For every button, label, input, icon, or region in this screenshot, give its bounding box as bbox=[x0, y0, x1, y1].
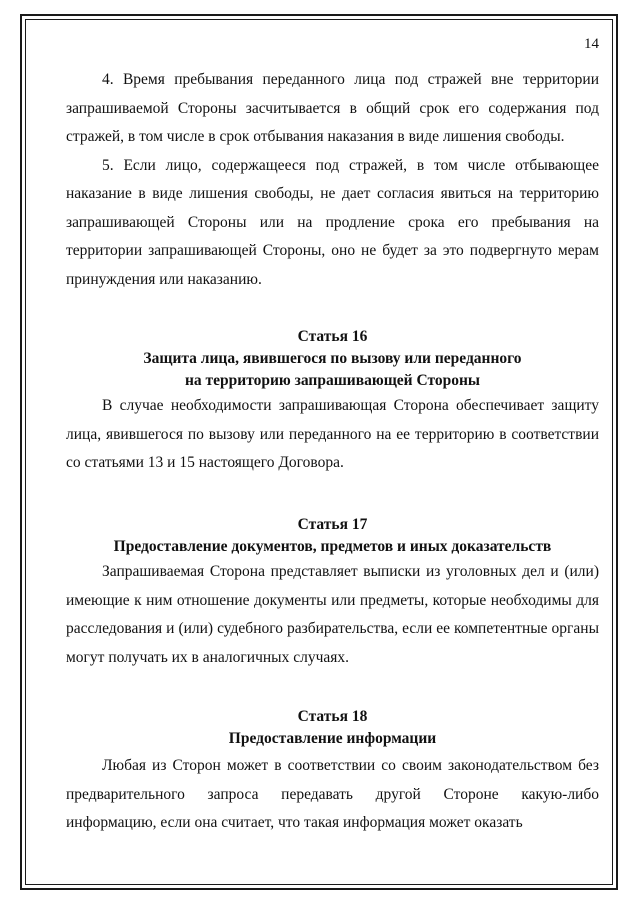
page-number: 14 bbox=[584, 36, 599, 52]
document-page bbox=[66, 30, 599, 880]
article-16-title-line2: на территорию запрашивающей Стороны bbox=[184, 372, 481, 389]
top-paragraphs bbox=[66, 66, 599, 294]
article-16-text: В случае необходимости запрашивающая Сторона обеспечивает защиту лица, явившегося по вызову или переданного на ее территорию в соответствии со статьями 13 и 15 настоящего Договора. bbox=[66, 397, 599, 471]
article-18-heading bbox=[66, 706, 599, 750]
article-17-title: Предоставление документов, предметов и иных доказательств bbox=[113, 538, 552, 555]
article-18-text: Любая из Сторон может в соответствии со своим законодательством без предварительного запроса передавать другой Стороне какую-либо информацию, если она считает, что такая информация может оказать bbox=[66, 757, 599, 831]
article-17-number: Статья 17 bbox=[297, 516, 368, 533]
paragraph-item-5: 5. Если лицо, содержащееся под стражей, в том числе отбывающее наказание в виде лишения свободы, не дает согласия явиться на территорию запрашивающей Стороны или на продление срока его пребывания на территории запрашивающей Стороны, оно не будет за это подвергнуто мерам принуждения или наказанию. bbox=[66, 156, 599, 288]
article-18-title: Предоставление информации bbox=[228, 730, 437, 747]
paragraph-item-4: 4. Время пребывания переданного лица под стражей вне территории запрашиваемой Стороны засчитывается в общий срок его содержания под стражей, в том числе в срок отбывания наказания в виде лишения свободы. bbox=[66, 71, 599, 145]
article-17-heading bbox=[66, 514, 599, 558]
article-18-number: Статья 18 bbox=[297, 708, 368, 725]
article-17-text: Запрашиваемая Сторона представляет выписки из уголовных дел и (или) имеющие к ним отношение документы или предметы, которые необходимы для расследования и (или) судебного разбирательства, если ее компетентные органы могут получать их в аналогичных случаях. bbox=[66, 563, 599, 666]
article-16-number: Статья 16 bbox=[297, 328, 368, 345]
article-16-heading bbox=[66, 326, 599, 392]
article-16-title-line1: Защита лица, явившегося по вызову или переданного bbox=[143, 350, 522, 367]
